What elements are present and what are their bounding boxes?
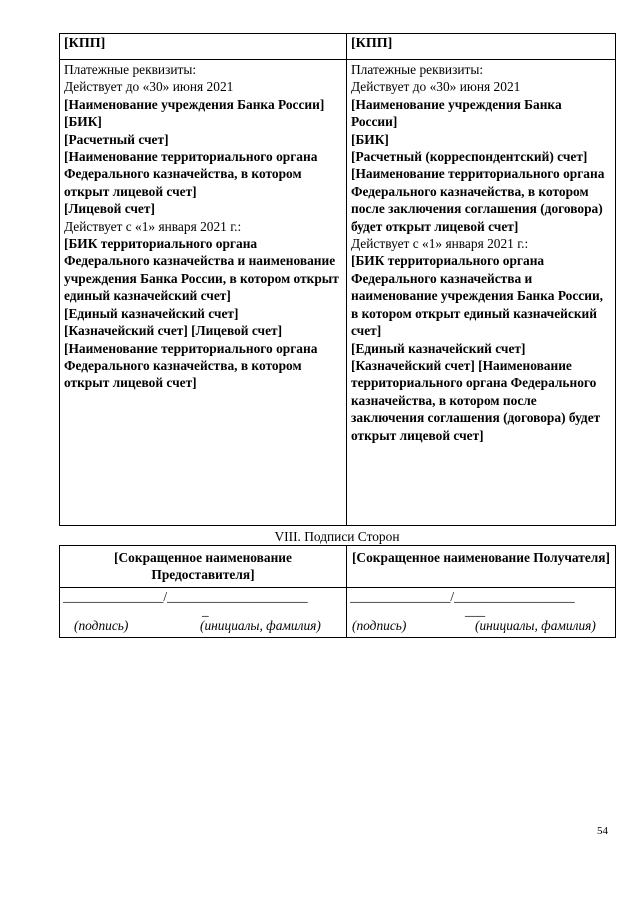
recipient-name-caption: (инициалы, фамилия) [475,618,596,633]
left-requisite-line: [Наименование территориального органа Федерального казначейства, в котором открыт лицевой счет] [64,340,318,391]
right-requisite-line: [Казначейский счет] [Наименование территориального органа Федерального казначейства, в котором после заключения соглашения (договора) будет открыт лицевой счет] [351,357,601,443]
left-requisite-line: [Единый казначейский счет] [64,305,239,321]
signatures-table [59,545,616,638]
provider-signature-line: _______________/_____________________ [63,589,308,604]
provider-name-caption: (инициалы, фамилия) [200,618,321,633]
section-title: VIII. Подписи Сторон [274,529,400,544]
left-requisite-line: Действует с «1» января 2021 г.: [64,218,242,234]
requisites-table [59,33,616,526]
left-requisite-line: [Наименование учреждения Банка России] [64,96,325,112]
right-requisites-cell [347,60,616,526]
provider-signature-cell [60,588,347,638]
left-requisite-line: Платежные реквизиты: [64,62,197,77]
right-requisite-line: [БИК] [351,131,389,147]
left-requisite-line: [БИК территориального органа Федерального казначейства и наименование учреждения Банка России, в котором открыт единый казначейский счет] [64,236,339,304]
left-requisite-line: [БИК] [64,114,102,130]
recipient-name-header: [Сокращенное наименование Получателя] [347,546,616,588]
right-requisite-line: [Единый казначейский счет] [351,340,526,356]
right-requisite-line: [БИК территориального органа Федерального казначейства и наименование учреждения Банка России, в котором открыт единый казначейский счет] [351,253,604,339]
right-requisite-line: [Наименование учреждения Банка России] [351,96,562,130]
recipient-signature-caption: (подпись) [352,618,407,633]
right-kpp-header: [КПП] [347,34,616,60]
right-requisite-line: Платежные реквизиты: [351,62,484,77]
provider-signature-line-tail: _ [202,603,209,618]
recipient-signature-line: _______________/__________________ [350,589,575,604]
left-requisite-line: Действует до «30» июня 2021 [64,79,234,95]
left-requisites-cell [60,60,347,526]
right-requisite-line: [Расчетный (корреспондентский) счет] [Наименование территориального органа Федерального казначейства, в котором после заключения соглашения (договора) будет открыт лицевой счет] [351,149,605,234]
right-requisite-line: Действует до «30» июня 2021 [351,79,521,95]
provider-name-header: [Сокращенное наименование Предоставителя] [60,546,347,588]
recipient-signature-cell [347,588,616,638]
left-requisite-line: [Расчетный счет] [64,131,169,147]
left-requisite-line: [Казначейский счет] [Лицевой счет] [64,323,283,339]
page-number: 54 [597,825,608,837]
left-kpp-header: [КПП] [60,34,347,60]
left-requisite-line: [Наименование территориального органа Федерального казначейства, в котором открыт лицевой счет] [64,149,318,199]
left-requisite-line: [Лицевой счет] [64,201,155,217]
recipient-signature-line-tail: ___ [465,603,486,618]
right-requisite-line: Действует с «1» января 2021 г.: [351,236,529,252]
provider-signature-caption: (подпись) [74,618,129,633]
